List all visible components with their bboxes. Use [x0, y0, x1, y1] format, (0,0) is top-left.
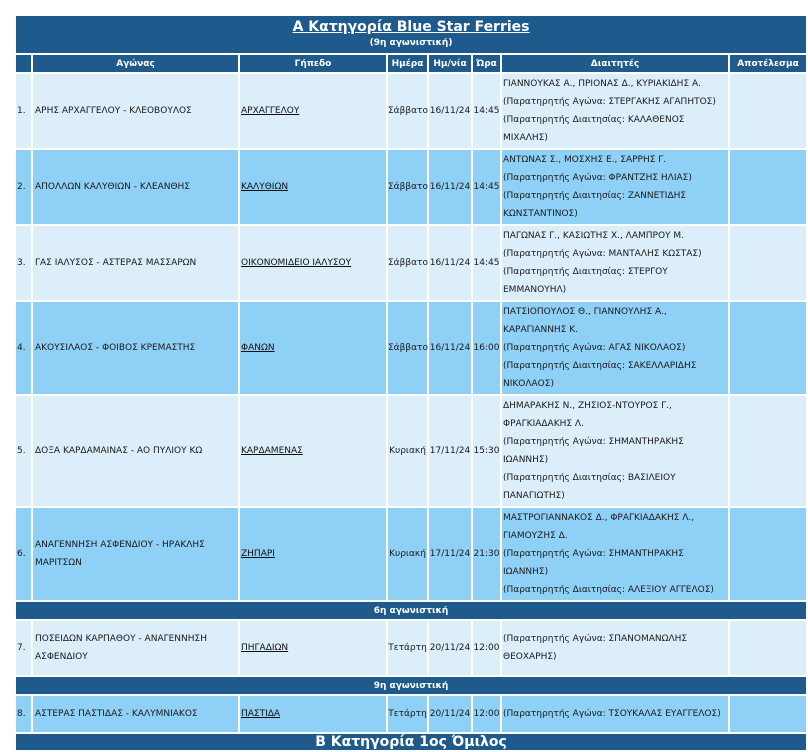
- observer-line: (Παρατηρητής Αγώνα: ΣΠΑΝΟΜΑΝΩΛΗΣ ΘΕΟΧΑΡΗΣ): [503, 634, 688, 662]
- match-time: 12:00: [473, 621, 500, 675]
- venue-link[interactable]: ΖΗΠΑΡΙ: [241, 549, 275, 559]
- match-name: ΑΠΟΛΛΩΝ ΚΑΛΥΘΙΩΝ - ΚΛΕΑΝΘΗΣ: [33, 150, 238, 224]
- row-number: 2.: [16, 150, 31, 224]
- col-referees: Διαιτητές: [502, 55, 728, 72]
- observer-line: (Παρατηρητής Διαιτησίας: ΑΛΕΞΙΟΥ ΑΓΓΕΛΟΣ): [503, 585, 714, 595]
- match-time: 14:45: [473, 74, 500, 148]
- column-header-row: [16, 55, 806, 72]
- referees-cell: [502, 621, 728, 675]
- venue-cell: [240, 696, 386, 732]
- next-section-header: Β Κατηγορία 1ος Όμιλος: [16, 734, 806, 750]
- referee-names: ΜΑΣΤΡΟΓΙΑΝΝΑΚΟΣ Δ., ΦΡΑΓΚΙΑΔΑΚΗΣ Λ., ΓΙΑΜΟΥΖΗΣ Δ.: [503, 513, 695, 541]
- section-header: [16, 16, 806, 53]
- col-result: Αποτέλεσμα: [730, 55, 806, 72]
- match-day: Σάββατο: [388, 74, 427, 148]
- observer-line: (Παρατηρητής Αγώνα: ΦΡΑΝΤΖΗΣ ΗΛΙΑΣ): [503, 173, 692, 183]
- match-name: ΓΑΣ ΙΑΛΥΣΟΣ - ΑΣΤΕΡΑΣ ΜΑΣΣΑΡΩΝ: [33, 226, 238, 300]
- observer-line: (Παρατηρητής Αγώνα: ΑΓΑΣ ΝΙΚΟΛΑΟΣ): [503, 343, 686, 353]
- observer-line: (Παρατηρητής Διαιτησίας: ΒΑΣΙΛΕΙΟΥ ΠΑΝΑΓΙΩΤΗΣ): [503, 473, 676, 501]
- row-number: 8.: [16, 696, 31, 732]
- match-name: ΠΟΣΕΙΔΩΝ ΚΑΡΠΑΘΟΥ - ΑΝΑΓΕΝΝΗΣΗ ΑΣΦΕΝΔΙΟΥ: [33, 621, 238, 675]
- match-day: Τετάρτη: [388, 696, 427, 732]
- match-name: ΑΡΗΣ ΑΡΧΑΓΓΕΛΟΥ - ΚΛΕΟΒΟΥΛΟΣ: [33, 74, 238, 148]
- observer-line: (Παρατηρητής Αγώνα: ΤΣΟΥΚΑΛΑΣ ΕΥΑΓΓΕΛΟΣ): [503, 709, 721, 719]
- match-time: 14:45: [473, 226, 500, 300]
- match-date: 16/11/24: [429, 74, 471, 148]
- match-time: 15:30: [473, 396, 500, 506]
- referee-names: ΓΙΑΝΝΟΥΚΑΣ Α., ΠΡΙΟΝΑΣ Δ., ΚΥΡΙΑΚΙΔΗΣ Α.: [503, 79, 702, 89]
- match-date: 16/11/24: [429, 226, 471, 300]
- referee-names: ΑΝΤΩΝΑΣ Σ., ΜΟΣΧΗΣ Ε., ΣΑΡΡΗΣ Γ.: [503, 155, 667, 165]
- match-time: 12:00: [473, 696, 500, 732]
- fixtures-body-9th-round: [16, 74, 806, 600]
- venue-link[interactable]: ΠΑΣΤΙΔΑ: [241, 709, 281, 719]
- result-cell: [730, 74, 806, 148]
- referee-names: ΔΗΜΑΡΑΚΗΣ Ν., ΖΗΣΙΟΣ-ΝΤΟΥΡΟΣ Γ., ΦΡΑΓΚΙΑΔΑΚΗΣ Λ.: [503, 401, 672, 429]
- venue-cell: [240, 226, 386, 300]
- match-day: Σάββατο: [388, 150, 427, 224]
- round-header-6: 6η αγωνιστική: [16, 602, 806, 619]
- match-day: Κυριακή: [388, 508, 427, 600]
- result-cell: [730, 621, 806, 675]
- match-day: Σάββατο: [388, 302, 427, 394]
- result-cell: [730, 396, 806, 506]
- table-row: [16, 74, 806, 148]
- venue-link[interactable]: ΚΑΛΥΘΙΩΝ: [241, 182, 289, 192]
- match-time: 21:30: [473, 508, 500, 600]
- match-date: 17/11/24: [429, 508, 471, 600]
- row-number: 1.: [16, 74, 31, 148]
- row-number: 3.: [16, 226, 31, 300]
- venue-cell: [240, 150, 386, 224]
- table-row: [16, 226, 806, 300]
- observer-line: (Παρατηρητής Αγώνα: ΜΑΝΤΑΛΗΣ ΚΩΣΤΑΣ): [503, 249, 702, 259]
- match-date: 20/11/24: [429, 621, 471, 675]
- referees-cell: [502, 74, 728, 148]
- section-subtitle: (9η αγωνιστική): [369, 38, 453, 48]
- match-date: 16/11/24: [429, 150, 471, 224]
- row-number: 5.: [16, 396, 31, 506]
- match-name: ΑΣΤΕΡΑΣ ΠΑΣΤΙΔΑΣ - ΚΑΛΥΜΝΙΑΚΟΣ: [33, 696, 238, 732]
- referees-cell: [502, 226, 728, 300]
- match-time: 16:00: [473, 302, 500, 394]
- referee-names: ΠΑΓΩΝΑΣ Γ., ΚΑΣΙΩΤΗΣ Χ., ΛΑΜΠΡΟΥ Μ.: [503, 231, 685, 241]
- table-row: [16, 302, 806, 394]
- row-number: 6.: [16, 508, 31, 600]
- col-number: [16, 55, 31, 72]
- result-cell: [730, 302, 806, 394]
- observer-line: (Παρατηρητής Αγώνα: ΣΗΜΑΝΤΗΡΑΚΗΣ ΙΩΑΝΝΗΣ): [503, 549, 684, 577]
- match-day: Σάββατο: [388, 226, 427, 300]
- fixtures-body-9th-round-extra: [16, 696, 806, 732]
- observer-line: (Παρατηρητής Αγώνα: ΣΗΜΑΝΤΗΡΑΚΗΣ ΙΩΑΝΝΗΣ): [503, 437, 684, 465]
- match-name: ΑΝΑΓΕΝΝΗΣΗ ΑΣΦΕΝΔΙΟΥ - ΗΡΑΚΛΗΣ ΜΑΡΙΤΣΩΝ: [33, 508, 238, 600]
- referees-cell: [502, 150, 728, 224]
- round-header-9: 9η αγωνιστική: [16, 677, 806, 694]
- venue-cell: [240, 396, 386, 506]
- col-date: Ημ/νία: [429, 55, 471, 72]
- referee-names: ΠΑΤΣΙΟΠΟΥΛΟΣ Θ., ΓΙΑΝΝΟΥΛΗΣ Α., ΚΑΡΑΓΙΑΝΝΗΣ Κ.: [503, 307, 667, 335]
- result-cell: [730, 150, 806, 224]
- observer-line: (Παρατηρητής Αγώνα: ΣΤΕΡΓΑΚΗΣ ΑΓΑΠΗΤΟΣ): [503, 97, 716, 107]
- col-venue: Γήπεδο: [240, 55, 386, 72]
- match-date: 17/11/24: [429, 396, 471, 506]
- fixtures-body-6th-round: [16, 621, 806, 675]
- venue-cell: [240, 508, 386, 600]
- venue-link[interactable]: ΚΑΡΔΑΜΕΝΑΣ: [241, 446, 303, 456]
- section-title-link[interactable]: Α Κατηγορία Blue Star Ferries: [292, 19, 530, 35]
- venue-link[interactable]: ΦΑΝΩΝ: [241, 343, 275, 353]
- venue-cell: [240, 74, 386, 148]
- observer-line: (Παρατηρητής Διαιτησίας: ΚΑΛΑΘΕΝΟΣ ΜΙΧΑΛΗΣ): [503, 115, 685, 143]
- venue-cell: [240, 621, 386, 675]
- referees-cell: [502, 396, 728, 506]
- table-row: [16, 696, 806, 732]
- table-row: [16, 621, 806, 675]
- observer-line: (Παρατηρητής Διαιτησίας: ΖΑΝΝΕΤΙΔΗΣ ΚΩΝΣΤΑΝΤΙΝΟΣ): [503, 191, 687, 219]
- col-match: Αγώνας: [33, 55, 238, 72]
- venue-link[interactable]: ΠΗΓΑΔΙΩΝ: [241, 643, 289, 653]
- table-row: [16, 396, 806, 506]
- match-time: 14:45: [473, 150, 500, 224]
- fixtures-table: [14, 14, 808, 752]
- referees-cell: [502, 302, 728, 394]
- table-row: [16, 150, 806, 224]
- result-cell: [730, 508, 806, 600]
- match-day: Κυριακή: [388, 396, 427, 506]
- match-date: 16/11/24: [429, 302, 471, 394]
- row-number: 4.: [16, 302, 31, 394]
- observer-line: (Παρατηρητής Διαιτησίας: ΣΑΚΕΛΛΑΡΙΔΗΣ ΝΙΚΟΛΑΟΣ): [503, 361, 697, 389]
- referees-cell: [502, 508, 728, 600]
- venue-link[interactable]: ΑΡΧΑΓΓΕΛΟΥ: [241, 106, 300, 116]
- col-day: Ημέρα: [388, 55, 427, 72]
- row-number: 7.: [16, 621, 31, 675]
- match-name: ΔΟΞΑ ΚΑΡΔΑΜΑΙΝΑΣ - ΑΟ ΠΥΛΙΟΥ ΚΩ: [33, 396, 238, 506]
- venue-link[interactable]: ΟΙΚΟΝΟΜΙΔΕΙΟ ΙΑΛΥΣΟΥ: [241, 258, 352, 268]
- match-date: 20/11/24: [429, 696, 471, 732]
- col-time: Ώρα: [473, 55, 500, 72]
- table-row: [16, 508, 806, 600]
- venue-cell: [240, 302, 386, 394]
- fixtures-container: [14, 14, 804, 752]
- referees-cell: [502, 696, 728, 732]
- observer-line: (Παρατηρητής Διαιτησίας: ΣΤΕΡΓΟΥ ΕΜΜΑΝΟΥΗΛ): [503, 267, 668, 295]
- result-cell: [730, 696, 806, 732]
- result-cell: [730, 226, 806, 300]
- match-name: ΑΚΟΥΣΙΛΑΟΣ - ΦΟΙΒΟΣ ΚΡΕΜΑΣΤΗΣ: [33, 302, 238, 394]
- match-day: Τετάρτη: [388, 621, 427, 675]
